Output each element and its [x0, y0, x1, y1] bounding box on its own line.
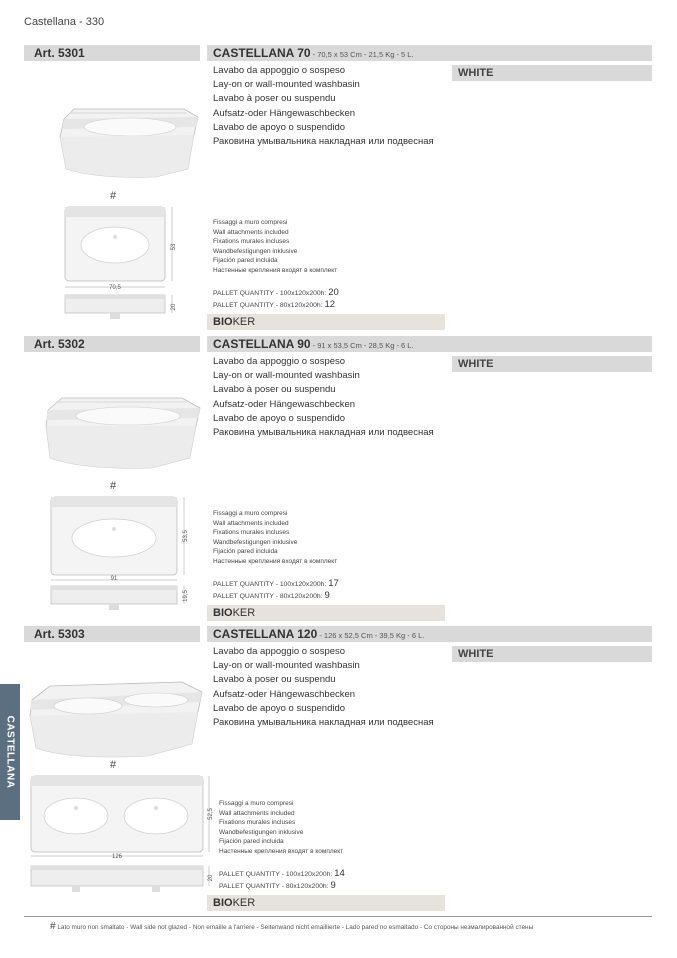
fixings-es: Fijación pared incluida: [213, 257, 278, 265]
description-de: Aufsatz-oder Hängewaschbecken: [213, 107, 356, 119]
pallet-info: [219, 868, 345, 892]
model-spec: - 70,5 x 53 Cm - 21,5 Kg - 5 L.: [310, 50, 414, 59]
pallet-quantity-2: [213, 299, 339, 311]
pallet-value: 9: [324, 590, 330, 601]
model-title: [207, 336, 652, 352]
description-es: Lavabo de apoyo o suspendido: [213, 702, 346, 714]
pallet-quantity-1: [213, 578, 339, 590]
side-tab-label: CASTELLANA: [4, 715, 16, 789]
material-a: BIO: [213, 897, 233, 909]
fixings-it: Fissaggi a muro compresi: [213, 219, 288, 226]
dim-height-label: 20: [208, 874, 214, 882]
hash-marker: #: [110, 190, 117, 202]
description-list: [213, 64, 434, 149]
description-fr: Lavabo à poser ou suspendu: [213, 93, 336, 105]
fixings-fr: Fixations murales incluses: [213, 238, 290, 246]
description-es: Lavabo de apoyo o suspendido: [213, 121, 346, 133]
fixings-de: Wandbefestigungen inklusive: [213, 538, 298, 546]
pallet-info: [213, 578, 339, 602]
fixings-list: [219, 799, 343, 857]
model-spec: - 126 x 52,5 Cm - 39,5 Kg - 6 L.: [317, 631, 425, 640]
description-it: Lavabo da appoggio o sospeso: [213, 646, 346, 657]
fixings-en: Wall attachments included: [219, 809, 295, 817]
pallet-label: PALLET QUANTITY - 80x120x200h:: [219, 883, 331, 890]
description-it: Lavabo da appoggio o sospeso: [213, 65, 346, 76]
pallet-value: 14: [334, 868, 345, 879]
hash-marker: #: [110, 480, 117, 492]
pallet-quantity-1: [219, 868, 345, 880]
fixings-es: Fijación pared incluida: [213, 548, 278, 556]
fixings-fr: Fixations murales incluses: [219, 819, 296, 827]
model-title: [207, 45, 652, 61]
description-en: Lay-on or wall-mounted washbasin: [213, 660, 360, 672]
footer-text: Lato muro non smaltato - Wall side not glazed - Non emaille a l'arriere - Seitenwand nicht emaillierte - Lado pared no esmaltado - Со стороны незмалированной стены: [55, 924, 534, 931]
footer-hash: #: [50, 921, 56, 932]
washbasin-photo: [28, 674, 208, 774]
dim-depth-label: 52,5: [208, 808, 214, 820]
material-a: BIO: [213, 316, 233, 328]
description-ru: Раковина умывальника накладная или подвесная: [213, 136, 434, 148]
dim-depth-label: 53: [171, 243, 177, 251]
description-fr: Lavabo à poser ou suspendu: [213, 384, 336, 396]
fixings-en: Wall attachments included: [213, 519, 289, 527]
footer-note: [50, 921, 533, 932]
material-bar: [207, 605, 445, 621]
pallet-quantity-2: [219, 880, 345, 892]
material-bar: [207, 895, 445, 911]
dim-width-label: 91: [110, 576, 118, 582]
dim-width-label: 126: [111, 854, 123, 860]
fixings-it: Fissaggi a muro compresi: [213, 510, 288, 517]
color-badge: WHITE: [452, 356, 652, 372]
pallet-value: 9: [330, 880, 336, 891]
pallet-label: PALLET QUANTITY - 100x120x200h:: [213, 581, 329, 588]
fixings-ru: Настенные крепления входят в комплект: [219, 847, 344, 855]
fixings-fr: Fixations murales incluses: [213, 529, 290, 537]
article-number: Art. 5301: [24, 45, 200, 61]
dim-height-label: 19,5: [183, 590, 189, 602]
description-en: Lay-on or wall-mounted washbasin: [213, 79, 360, 91]
technical-drawing: [48, 494, 218, 624]
material-bar: [207, 314, 445, 330]
fixings-list: [213, 509, 337, 567]
article-number: Art. 5302: [24, 336, 200, 352]
color-badge: WHITE: [452, 646, 652, 662]
washbasin-photo: [42, 386, 207, 486]
dim-height-label: 20: [171, 303, 177, 311]
pallet-label: PALLET QUANTITY - 100x120x200h:: [213, 290, 329, 297]
model-title: [207, 626, 652, 642]
fixings-en: Wall attachments included: [213, 228, 289, 236]
model-name: CASTELLANA 90: [213, 337, 311, 351]
description-es: Lavabo de apoyo o suspendido: [213, 412, 346, 424]
description-ru: Раковина умывальника накладная или подвесная: [213, 427, 434, 439]
fixings-de: Wandbefestigungen inklusive: [219, 828, 304, 836]
dim-depth-label: 53,5: [183, 530, 189, 542]
model-spec: - 91 x 53,5 Cm - 28,5 Kg - 6 L.: [310, 341, 414, 350]
description-it: Lavabo da appoggio o sospeso: [213, 356, 346, 367]
article-number: Art. 5303: [24, 626, 200, 642]
product-header: [24, 336, 652, 352]
model-name: CASTELLANA 120: [213, 627, 318, 641]
fixings-de: Wandbefestigungen inklusive: [213, 247, 298, 255]
pallet-label: PALLET QUANTITY - 80x120x200h:: [213, 302, 325, 309]
model-name: CASTELLANA 70: [213, 46, 311, 60]
description-fr: Lavabo à poser ou suspendu: [213, 674, 336, 686]
description-de: Aufsatz-oder Hängewaschbecken: [213, 688, 356, 700]
technical-drawing: [28, 774, 228, 904]
pallet-quantity-1: [213, 287, 339, 299]
description-list: [213, 355, 434, 440]
description-ru: Раковина умывальника накладная или подвесная: [213, 717, 434, 729]
pallet-value: 20: [328, 287, 339, 298]
pallet-label: PALLET QUANTITY - 80x120x200h:: [213, 593, 325, 600]
pallet-label: PALLET QUANTITY - 100x120x200h:: [219, 871, 335, 878]
material-b: KER: [232, 897, 256, 909]
material-b: KER: [232, 607, 256, 619]
side-tab: [0, 684, 20, 820]
pallet-info: [213, 287, 339, 311]
fixings-it: Fissaggi a muro compresi: [219, 800, 294, 807]
pallet-value: 17: [328, 578, 339, 589]
page-title: Castellana - 330: [24, 16, 105, 28]
product-section-5303: [24, 626, 652, 916]
material-b: KER: [232, 316, 256, 328]
washbasin-photo: [56, 97, 206, 197]
product-section-5302: [24, 336, 652, 626]
description-en: Lay-on or wall-mounted washbasin: [213, 370, 360, 382]
product-section-5301: [24, 45, 652, 335]
description-de: Aufsatz-oder Hängewaschbecken: [213, 398, 356, 410]
product-header: [24, 626, 652, 642]
hash-marker: #: [110, 759, 117, 771]
footer-divider: [24, 916, 652, 917]
pallet-value: 12: [324, 299, 336, 310]
fixings-ru: Настенные крепления входят в комплект: [213, 557, 338, 565]
fixings-es: Fijación pared incluida: [219, 838, 284, 846]
product-header: [24, 45, 652, 61]
color-badge: WHITE: [452, 65, 652, 81]
material-a: BIO: [213, 607, 233, 619]
dim-width-label: 70,5: [109, 285, 121, 291]
description-list: [213, 645, 434, 730]
pallet-quantity-2: [213, 590, 339, 602]
fixings-list: [213, 218, 337, 276]
fixings-ru: Настенные крепления входят в комплект: [213, 266, 338, 274]
technical-drawing: [62, 203, 212, 333]
